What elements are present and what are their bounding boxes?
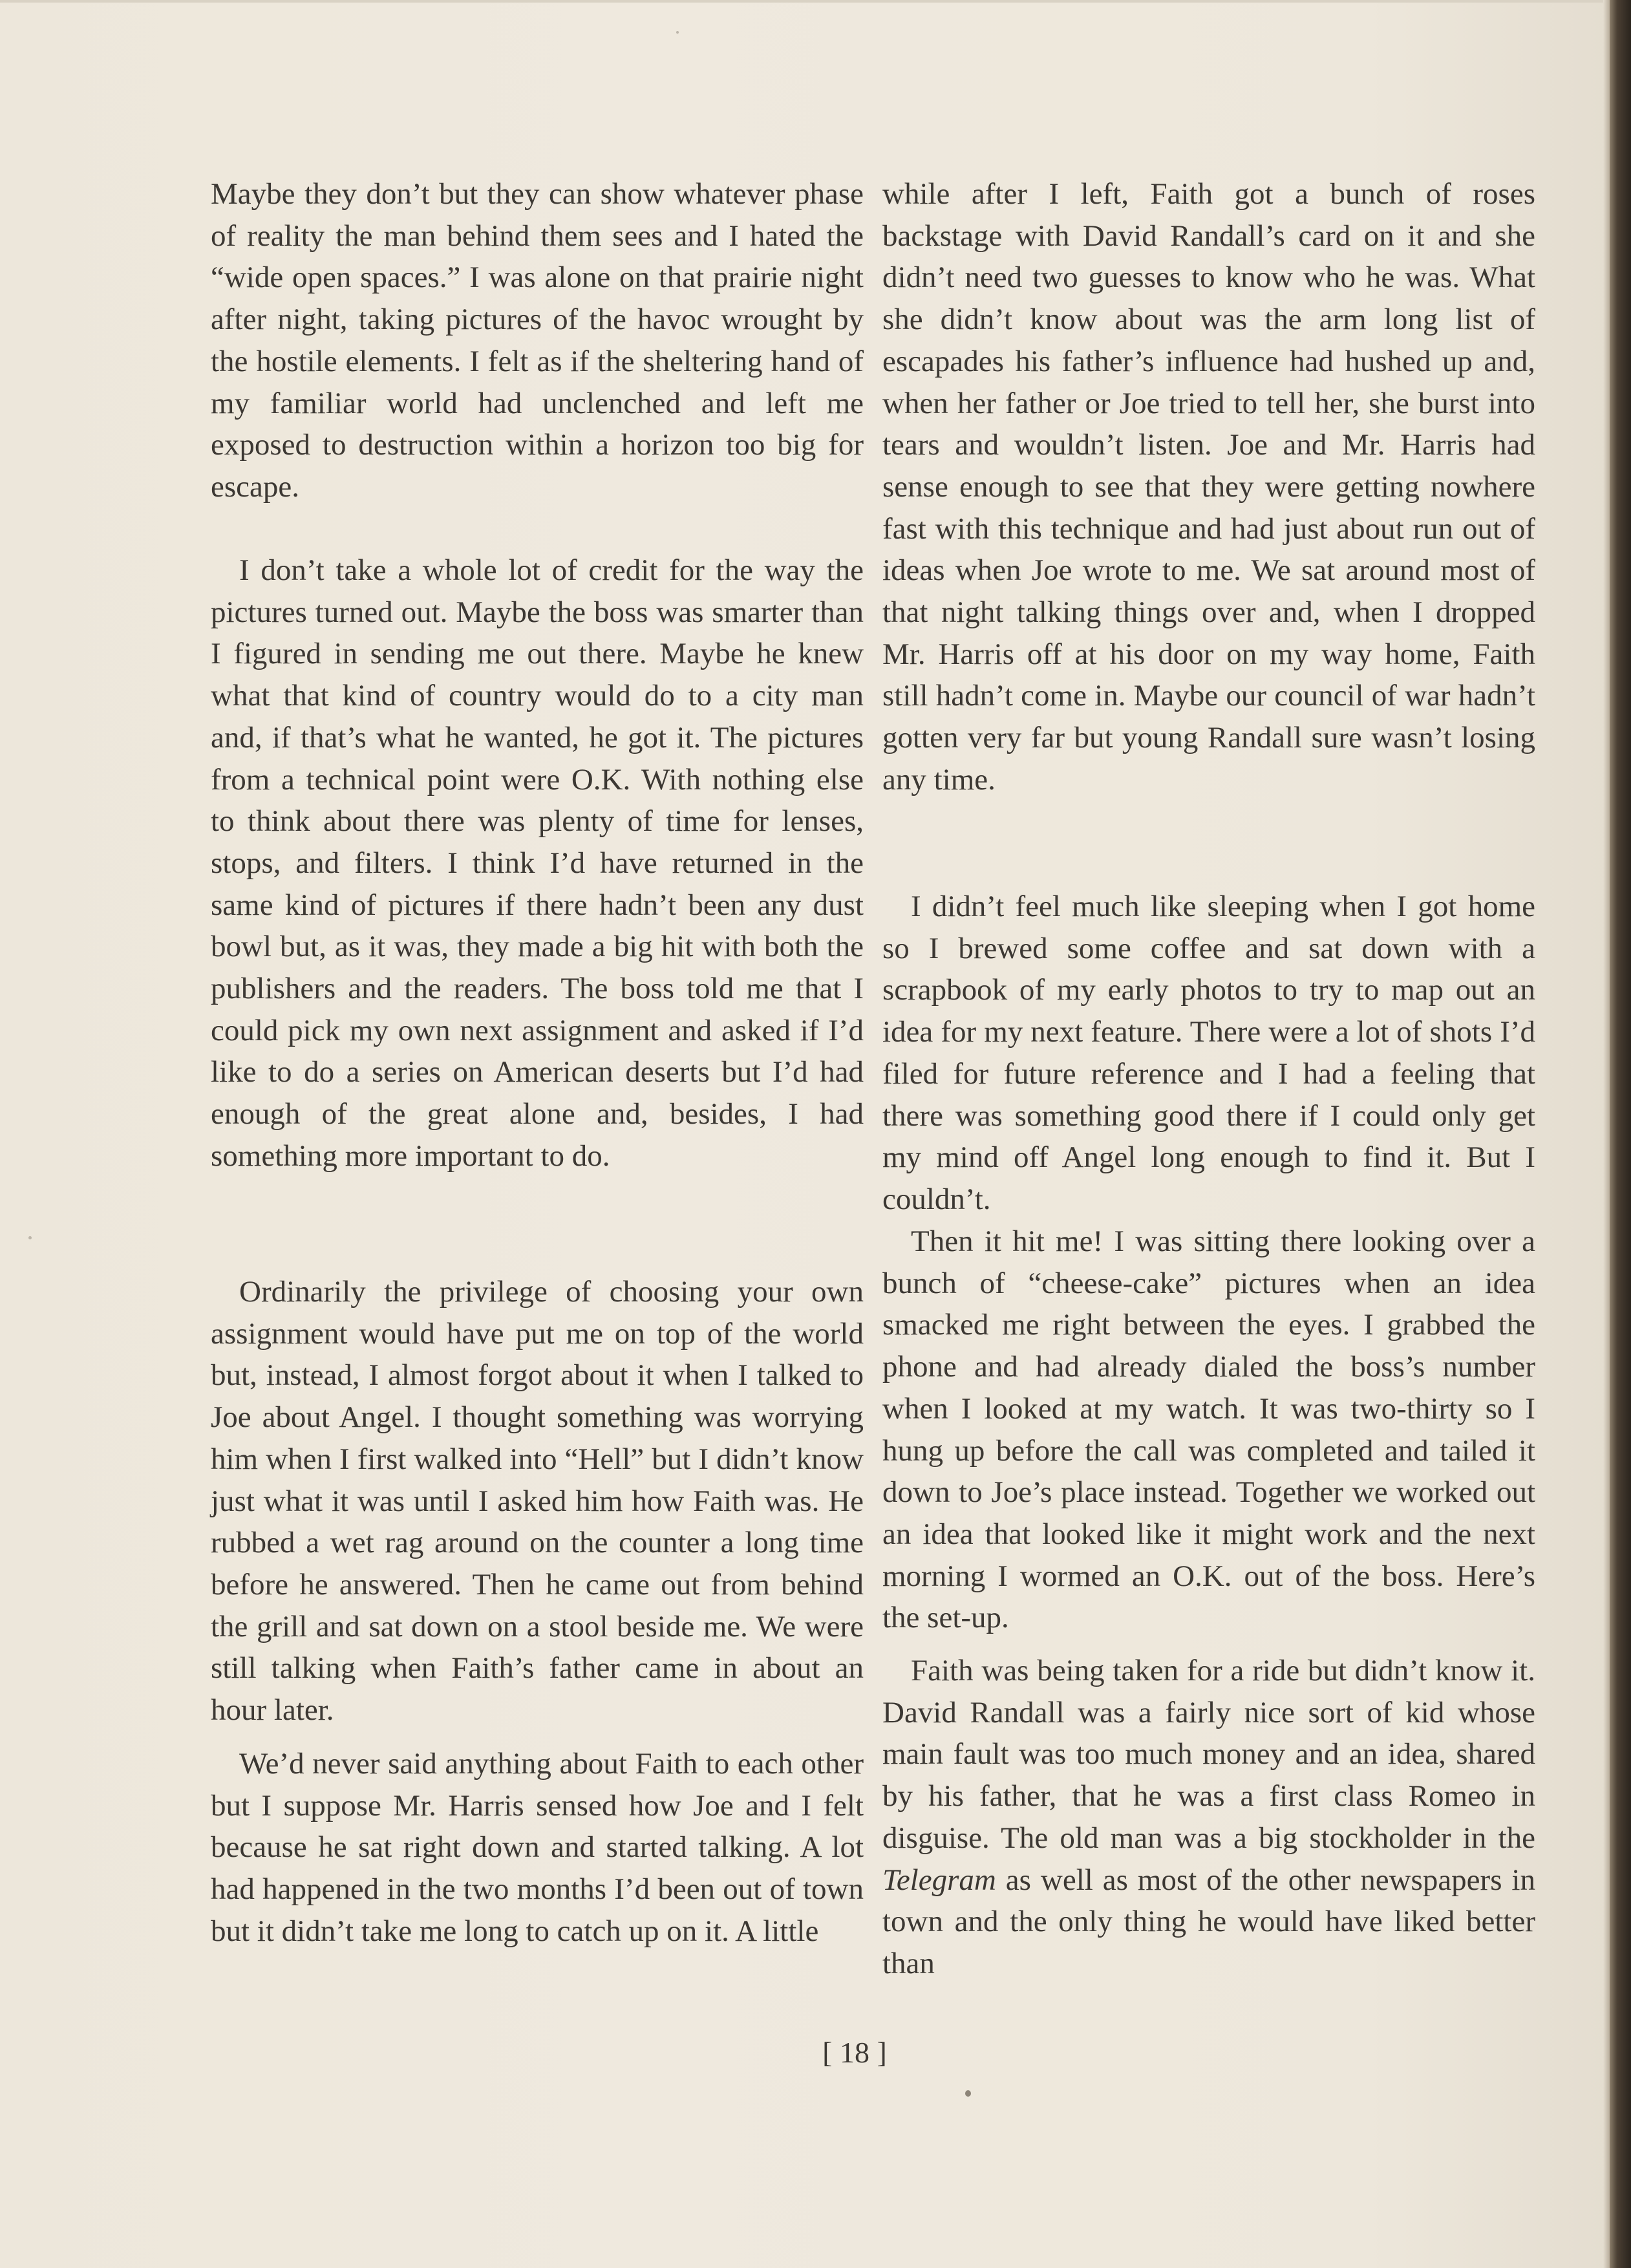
paragraph-2: I don’t take a whole lot of credit for the way the pictures turned out. Maybe the boss was smarter than I figured in sending me out there. Maybe he knew what that kind of country would do to a city man and, if that’s what he wanted, he got it. The pictures from a technical point were O.K. With nothing else to think about there was plenty of time for lenses, stops, and filters. I think I’d have returned in the same kind of pictures if there hadn’t been any dust bowl but, as it was, they made a big hit with both the publishers and the readers. The boss told me that I could pick my own next assignment and asked if I’d like to do a series on American deserts but I’d had enough of the great alone and, besides, I had something more important to do. xyxy=(211,553,864,1173)
right-column xyxy=(882,173,1535,1985)
paragraph-5: while after I left, Faith got a bunch of roses backstage with David Randall’s card on it and she didn’t need two guesses to know who he was. What she didn’t know about was the arm long list of escapades his father’s influence had hushed up and, when her father or Joe tried to tell her, she burst into tears and wouldn’t listen. Joe and Mr. Harris had sense enough to see that they were getting nowhere fast with this technique and had just about run out of ideas when Joe wrote to me. We sat around most of that night talking things over and, when I dropped Mr. Harris off at his door on my way home, Faith still hadn’t come in. Maybe our council of war hadn’t gotten very far but young Randall sure wasn’t losing any time. xyxy=(882,177,1535,797)
binding-shadow xyxy=(1610,0,1631,2268)
newspaper-title: Telegram xyxy=(882,1863,996,1897)
ink-speck xyxy=(28,1236,32,1239)
paragraph-7: Then it hit me! I was sitting there looking over a bunch of “cheese-cake” pictures when an idea smacked me right between the eyes. I grabbed the phone and had already dialed the boss’s number when I looked at my watch. It was two-thirty so I hung up before the call was completed and tailed it down to Joe’s place instead. Together we worked out an idea that looked like it might work and the next morning I wormed an O.K. out of the boss. Here’s the set-up. xyxy=(882,1225,1535,1635)
paragraph-4: We’d never said anything about Faith to each other but I suppose Mr. Harris sensed how Joe and I felt because he sat right down and started talking. A lot had happened in the two months I’d been out of town but it didn’t take me long to catch up on it. A little xyxy=(211,1747,864,1948)
paragraph-8-text-b: as well as most of the other newspapers in town and the only thing he would have liked better than xyxy=(882,1863,1535,1980)
paragraph-6: I didn’t feel much like sleeping when I got home so I brewed some coffee and sat down with a scrapbook of my early photos to try to map out an idea for my next feature. There were a lot of shots I’d filed for future reference and I had a feeling that there was something good there if I could only get my mind off Angel long enough to find it. But I couldn’t. xyxy=(882,890,1535,1216)
top-edge xyxy=(0,0,1610,3)
page-edge xyxy=(1603,0,1610,2268)
ink-speck xyxy=(965,2090,971,2097)
left-column xyxy=(211,173,864,1952)
paragraph-8 xyxy=(882,1650,1535,1985)
paragraph-3: Ordinarily the privilege of choosing your own assignment would have put me on top of the world but, instead, I almost forgot about it when I talked to Joe about Angel. I thought something was worrying him when I first walked into “Hell” but I didn’t know just what it was until I asked him how Faith was. He rubbed a wet rag around on the counter a long time before he answered. Then he came out from behind the grill and sat down on a stool beside me. We were still talking when Faith’s father came in about an hour later. xyxy=(211,1275,864,1728)
paragraph-8-text-a: Faith was being taken for a ride but didn’t know it. David Randall was a fairly nice sort of kid whose main fault was too much money and an idea, shared by his father, that he was a first class Romeo in disguise. The old man was a big stockholder in the xyxy=(882,1654,1535,1855)
page-number: [ 18 ] xyxy=(822,2036,887,2069)
paragraph-1: Maybe they don’t but they can show whatever phase of reality the man behind them sees and I hated the “wide open spaces.” I was alone on that prairie night after night, taking pictures of the havoc wrought by the hostile elements. I felt as if the sheltering hand of my familiar world had unclenched and left me exposed to destruction within a horizon too big for escape. xyxy=(211,177,864,504)
ink-speck xyxy=(676,31,679,34)
